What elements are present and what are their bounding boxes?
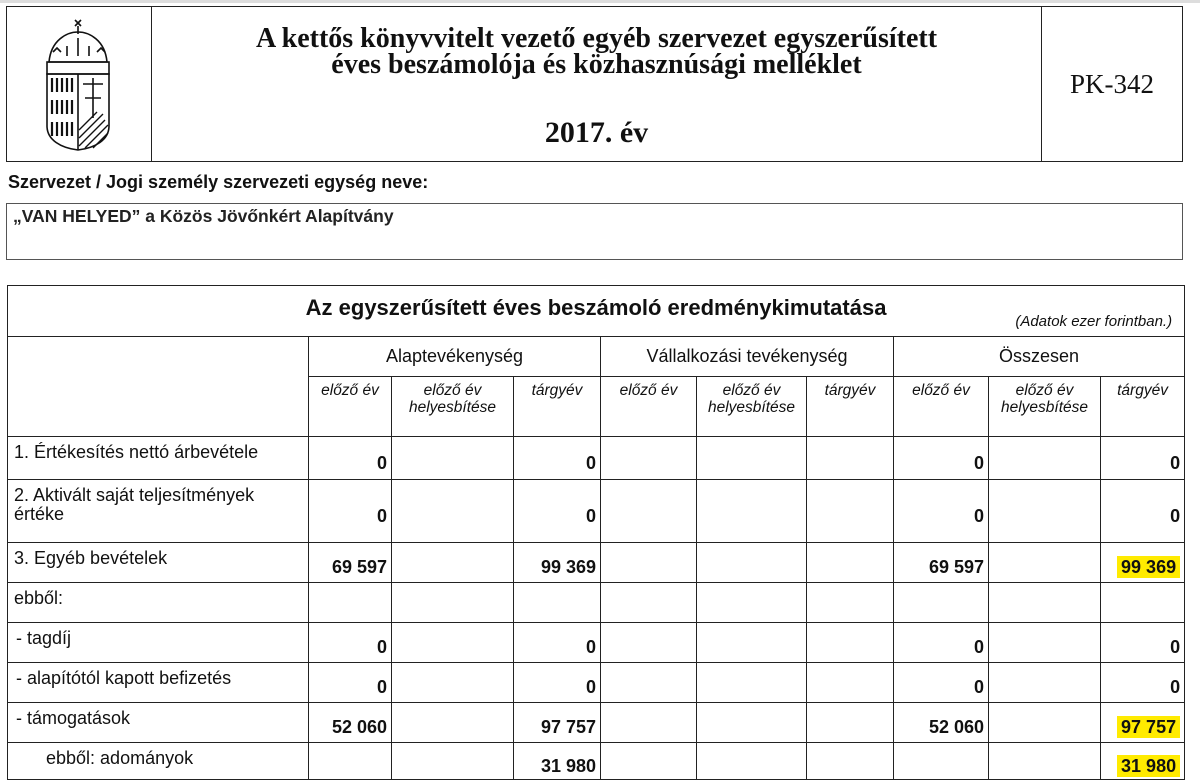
value-cell[interactable]	[392, 663, 514, 703]
cell-value: 0	[973, 637, 984, 657]
label-header-blank	[8, 337, 309, 437]
value-cell[interactable]	[601, 480, 697, 543]
subheader-prev-year	[309, 377, 392, 437]
value-cell[interactable]	[514, 480, 601, 543]
value-cell[interactable]	[894, 543, 989, 583]
form-header	[6, 6, 1183, 162]
subheader-line1: előző év	[1015, 382, 1074, 399]
highlighted-value: 31 980	[1117, 755, 1180, 777]
value-cell[interactable]	[807, 743, 894, 780]
row-label: ebből:	[8, 583, 309, 623]
value-cell[interactable]	[309, 437, 392, 480]
value-cell[interactable]	[697, 583, 807, 623]
subheader-line1: előző év	[321, 382, 379, 399]
value-cell[interactable]	[807, 623, 894, 663]
value-cell[interactable]	[989, 543, 1101, 583]
subheader-line1: előző év	[423, 382, 482, 399]
value-cell[interactable]	[1101, 743, 1185, 780]
highlighted-value: 97 757	[1117, 716, 1180, 738]
value-cell[interactable]	[894, 437, 989, 480]
value-cell[interactable]	[601, 543, 697, 583]
value-cell[interactable]	[309, 703, 392, 743]
value-cell[interactable]	[1101, 583, 1185, 623]
cell-value: 0	[376, 452, 387, 473]
cell-value: 0	[376, 637, 387, 657]
row-label: - tagdíj	[8, 623, 309, 663]
cell-value: 69 597	[928, 557, 984, 577]
value-cell[interactable]	[514, 623, 601, 663]
value-cell[interactable]	[309, 583, 392, 623]
subheader-prev-year-correction	[989, 377, 1101, 437]
table-row	[8, 543, 1185, 583]
cell-value: 99 369	[540, 557, 596, 577]
subheader-line2: helyesbítése	[408, 399, 497, 416]
value-cell[interactable]	[989, 583, 1101, 623]
cell-value: 0	[1170, 452, 1181, 473]
value-cell[interactable]	[392, 480, 514, 543]
value-cell[interactable]	[697, 543, 807, 583]
value-cell[interactable]	[309, 743, 392, 780]
value-cell[interactable]	[697, 437, 807, 480]
table-row	[8, 743, 1185, 780]
value-cell[interactable]	[392, 583, 514, 623]
value-cell[interactable]	[514, 743, 601, 780]
value-cell[interactable]	[1101, 480, 1185, 543]
cell-value: 0	[585, 637, 596, 657]
row-label: - támogatások	[8, 703, 309, 743]
subheader-line1: tárgyév	[824, 382, 876, 399]
table-row	[8, 663, 1185, 703]
cell-value: 69 597	[331, 557, 387, 577]
value-cell[interactable]	[989, 663, 1101, 703]
value-cell[interactable]	[894, 480, 989, 543]
cell-value: 0	[585, 677, 596, 697]
value-cell[interactable]	[807, 543, 894, 583]
value-cell[interactable]	[309, 543, 392, 583]
subheader-line2: helyesbítése	[1000, 399, 1089, 416]
subheader-prev-year	[894, 377, 989, 437]
value-cell[interactable]	[514, 663, 601, 703]
value-cell[interactable]	[1101, 663, 1185, 703]
cell-value: 0	[376, 677, 387, 697]
cell-value: 0	[1170, 637, 1181, 657]
form-title	[152, 7, 1042, 161]
row-label: 2. Aktivált saját teljesítmények értéke	[8, 480, 309, 543]
subheader-current-year	[807, 377, 894, 437]
value-cell[interactable]	[807, 437, 894, 480]
cell-value: 0	[973, 505, 984, 526]
organization-label: Szervezet / Jogi személy szervezeti egység neve:	[8, 172, 429, 192]
cell-value: 31 980	[540, 755, 596, 776]
subheader-current-year	[514, 377, 601, 437]
value-cell[interactable]	[894, 703, 989, 743]
cell-value: 97 757	[540, 717, 596, 737]
value-cell[interactable]	[894, 583, 989, 623]
value-cell[interactable]	[309, 663, 392, 703]
group-header-total: Összesen	[894, 337, 1185, 377]
subheader-line1: előző év	[619, 382, 678, 399]
subheader-prev-year-correction	[392, 377, 514, 437]
cell-value: 0	[973, 452, 984, 473]
table-row	[8, 583, 1185, 623]
row-label: 3. Egyéb bevételek	[8, 543, 309, 583]
value-cell[interactable]	[601, 583, 697, 623]
top-divider	[0, 0, 1200, 3]
value-cell[interactable]	[697, 703, 807, 743]
value-cell[interactable]	[601, 623, 697, 663]
value-cell[interactable]	[807, 480, 894, 543]
hungarian-coat-of-arms-icon	[39, 14, 119, 154]
table-row	[8, 703, 1185, 743]
table-row	[8, 437, 1185, 480]
value-cell[interactable]	[392, 703, 514, 743]
organization-name-field[interactable]: „VAN HELYED” a Közös Jövőnkért Alapítvány	[6, 203, 1183, 260]
cell-value: 52 060	[928, 717, 984, 737]
subheader-line1: tárgyév	[531, 382, 583, 399]
table-title	[8, 286, 1185, 337]
subheader-prev-year	[601, 377, 697, 437]
income-statement-table	[7, 285, 1185, 780]
value-cell[interactable]	[392, 743, 514, 780]
row-label: - alapítótól kapott befizetés	[8, 663, 309, 703]
table-title-text: Az egyszerűsített éves beszámoló eredménykimutatása	[305, 295, 887, 320]
subheader-line1: előző év	[912, 382, 970, 399]
report-year: 2017. év	[544, 116, 649, 149]
value-cell[interactable]	[392, 437, 514, 480]
title-line-1: A kettős könyvvitelt vezető egyéb szervezet egyszerűsített	[255, 23, 938, 54]
value-cell[interactable]	[1101, 543, 1185, 583]
cell-value: 0	[1170, 505, 1181, 526]
subheader-current-year	[1101, 377, 1185, 437]
value-cell[interactable]	[989, 743, 1101, 780]
subheader-line2: helyesbítése	[707, 399, 796, 416]
row-label: ebből: adományok	[8, 743, 309, 780]
value-cell[interactable]	[697, 480, 807, 543]
table-row	[8, 480, 1185, 543]
form-code: PK-342	[1069, 68, 1154, 99]
subheader-line1: tárgyév	[1117, 382, 1168, 399]
value-cell[interactable]	[601, 703, 697, 743]
cell-value: 0	[376, 505, 387, 526]
title-line-2: éves beszámolója és közhasznúsági melléklet	[331, 49, 862, 80]
value-cell[interactable]	[1101, 703, 1185, 743]
value-cell[interactable]	[514, 437, 601, 480]
group-header-business: Vállalkozási tevékenység	[601, 337, 894, 377]
value-cell[interactable]	[989, 437, 1101, 480]
highlighted-value: 99 369	[1117, 556, 1180, 578]
row-label: 1. Értékesítés nettó árbevétele	[8, 437, 309, 480]
subheader-line1: előző év	[722, 382, 781, 399]
value-cell[interactable]	[1101, 623, 1185, 663]
value-cell[interactable]	[392, 623, 514, 663]
value-cell[interactable]	[514, 543, 601, 583]
value-cell[interactable]	[514, 583, 601, 623]
logo-cell	[7, 7, 152, 161]
cell-value: 52 060	[331, 717, 387, 737]
value-cell[interactable]	[989, 703, 1101, 743]
value-cell[interactable]	[601, 743, 697, 780]
value-cell[interactable]	[392, 543, 514, 583]
value-cell[interactable]	[894, 663, 989, 703]
value-cell[interactable]	[807, 703, 894, 743]
cell-value: 0	[585, 505, 596, 526]
value-cell[interactable]	[989, 623, 1101, 663]
cell-value: 0	[973, 677, 984, 697]
value-cell[interactable]	[697, 743, 807, 780]
value-cell[interactable]	[601, 437, 697, 480]
value-cell[interactable]	[309, 623, 392, 663]
value-cell[interactable]	[989, 480, 1101, 543]
value-cell[interactable]	[514, 703, 601, 743]
value-cell[interactable]	[697, 623, 807, 663]
cell-value: 0	[585, 452, 596, 473]
table-row	[8, 623, 1185, 663]
value-cell[interactable]	[807, 583, 894, 623]
value-cell[interactable]	[697, 663, 807, 703]
value-cell[interactable]	[807, 663, 894, 703]
value-cell[interactable]	[309, 480, 392, 543]
unit-note: (Adatok ezer forintban.)	[1015, 313, 1173, 330]
subheader-prev-year-correction	[697, 377, 807, 437]
value-cell[interactable]	[1101, 437, 1185, 480]
value-cell[interactable]	[894, 743, 989, 780]
cell-value: 0	[1170, 677, 1181, 697]
value-cell[interactable]	[894, 623, 989, 663]
group-header-basic: Alaptevékenység	[309, 337, 601, 377]
value-cell[interactable]	[601, 663, 697, 703]
